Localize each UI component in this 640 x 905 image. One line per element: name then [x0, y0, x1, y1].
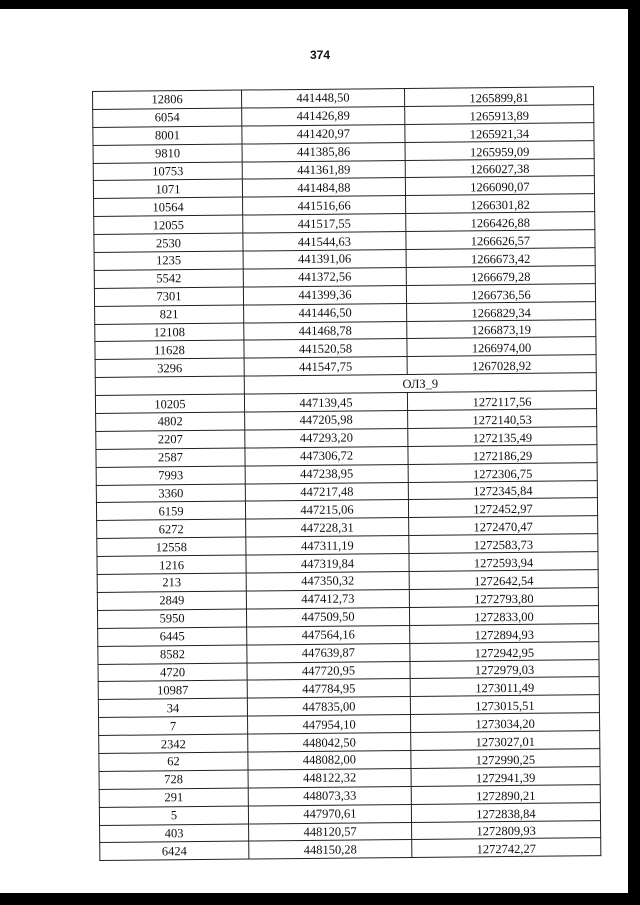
y-coordinate-cell: 1266626,57: [406, 230, 595, 250]
point-number-cell: 2342: [99, 734, 248, 753]
x-coordinate-cell: 441484,88: [242, 178, 405, 197]
x-coordinate-cell: 447564,16: [247, 625, 410, 644]
y-coordinate-cell: 1272642,54: [409, 570, 598, 590]
y-coordinate-cell: 1272583,73: [409, 534, 598, 554]
point-number-cell: 1071: [93, 180, 242, 199]
x-coordinate-cell: 447319,84: [246, 554, 409, 573]
point-number-cell: 12558: [97, 537, 246, 556]
y-coordinate-cell: 1266974,00: [407, 337, 596, 357]
x-coordinate-cell: 447205,98: [245, 411, 408, 430]
y-coordinate-cell: 1272306,75: [408, 462, 597, 482]
point-number-cell: 403: [100, 824, 249, 843]
x-coordinate-cell: 441520,58: [244, 339, 407, 358]
x-coordinate-cell: 447139,45: [244, 393, 407, 412]
y-coordinate-cell: 1272833,00: [409, 605, 598, 625]
point-number-cell: 3360: [96, 484, 245, 503]
x-coordinate-cell: 447217,48: [245, 482, 408, 501]
x-coordinate-cell: 447228,31: [246, 518, 409, 537]
point-number-cell: 291: [99, 788, 248, 807]
x-coordinate-cell: 441544,63: [243, 232, 406, 251]
x-coordinate-cell: 441517,55: [243, 214, 406, 233]
x-coordinate-cell: 447639,87: [247, 643, 410, 662]
x-coordinate-cell: 448150,28: [249, 840, 412, 859]
x-coordinate-cell: 447293,20: [245, 428, 408, 447]
y-coordinate-cell: 1266090,07: [405, 176, 594, 196]
y-coordinate-cell: 1272452,97: [408, 498, 597, 518]
x-coordinate-cell: 441446,50: [244, 303, 407, 322]
point-number-cell: 6445: [98, 627, 247, 646]
point-number-cell: 6159: [96, 502, 245, 521]
y-coordinate-cell: 1266679,28: [406, 266, 595, 286]
y-coordinate-cell: 1273011,49: [410, 677, 599, 697]
y-coordinate-cell: 1272990,25: [411, 749, 600, 769]
y-coordinate-cell: 1272941,39: [411, 766, 600, 786]
point-number-cell: 5950: [97, 609, 246, 628]
point-number-cell: 62: [99, 752, 248, 771]
point-number-cell: 34: [98, 698, 247, 717]
point-number-cell: 1235: [94, 251, 243, 270]
point-number-cell: 10753: [93, 162, 242, 181]
y-coordinate-cell: 1273015,51: [410, 695, 599, 715]
y-coordinate-cell: 1272809,93: [412, 820, 601, 840]
scan-border-top: [0, 0, 640, 9]
y-coordinate-cell: 1272186,29: [408, 444, 597, 464]
point-number-cell: 821: [95, 305, 244, 324]
x-coordinate-cell: 447350,32: [246, 572, 409, 591]
point-number-cell: 9810: [93, 144, 242, 163]
x-coordinate-cell: 441372,56: [243, 267, 406, 286]
y-coordinate-cell: 1266873,19: [407, 319, 596, 339]
x-coordinate-cell: 448082,00: [248, 750, 411, 769]
table-body-bottom: [95, 391, 600, 861]
point-number-cell: 5542: [94, 269, 243, 288]
point-number-cell: 8582: [98, 645, 247, 664]
y-coordinate-cell: 1272470,47: [409, 516, 598, 536]
y-coordinate-cell: 1272140,53: [408, 409, 597, 429]
point-number-cell: 12055: [94, 215, 243, 234]
x-coordinate-cell: 448073,33: [248, 786, 411, 805]
y-coordinate-cell: 1272979,03: [410, 659, 599, 679]
x-coordinate-cell: 441391,06: [243, 250, 406, 269]
y-coordinate-cell: 1267028,92: [407, 355, 596, 375]
x-coordinate-cell: 448122,32: [248, 768, 411, 787]
point-number-cell: 7993: [96, 466, 245, 485]
point-number-cell: 10564: [94, 197, 243, 216]
x-coordinate-cell: 441385,86: [242, 142, 405, 161]
y-coordinate-cell: 1272117,56: [407, 391, 596, 411]
point-number-cell: 6054: [93, 108, 242, 127]
x-coordinate-cell: 447311,19: [246, 536, 409, 555]
y-coordinate-cell: 1266027,38: [405, 158, 594, 178]
y-coordinate-cell: 1272894,93: [410, 623, 599, 643]
point-number-cell: 2207: [96, 430, 245, 449]
point-number-cell: 6424: [100, 841, 249, 860]
y-coordinate-cell: 1266301,82: [406, 194, 595, 214]
y-coordinate-cell: 1273027,01: [411, 731, 600, 751]
x-coordinate-cell: 447835,00: [247, 697, 410, 716]
y-coordinate-cell: 1273034,20: [411, 713, 600, 733]
x-coordinate-cell: 447215,06: [245, 500, 408, 519]
point-number-cell: 2530: [94, 233, 243, 252]
y-coordinate-cell: 1266673,42: [406, 248, 595, 268]
point-number-cell: 8001: [93, 126, 242, 145]
point-number-cell: 10205: [95, 394, 244, 413]
point-number-cell: 2849: [97, 591, 246, 610]
point-number-cell: 12108: [95, 323, 244, 342]
y-coordinate-cell: 1272135,49: [408, 427, 597, 447]
scan-border-right: [628, 0, 640, 905]
x-coordinate-cell: 441420,97: [242, 124, 405, 143]
x-coordinate-cell: 441426,89: [242, 106, 405, 125]
y-coordinate-cell: 1266736,56: [406, 283, 595, 303]
x-coordinate-cell: 447306,72: [245, 446, 408, 465]
x-coordinate-cell: 441516,66: [243, 196, 406, 215]
coordinates-table: [92, 86, 601, 861]
x-coordinate-cell: 441468,78: [244, 321, 407, 340]
y-coordinate-cell: 1266829,34: [407, 301, 596, 321]
point-number-cell: 4720: [98, 663, 247, 682]
point-number-cell: 1216: [97, 555, 246, 574]
y-coordinate-cell: 1272742,27: [412, 838, 601, 858]
y-coordinate-cell: 1272345,84: [408, 480, 597, 500]
x-coordinate-cell: 447238,95: [245, 464, 408, 483]
y-coordinate-cell: 1272793,80: [409, 588, 598, 608]
y-coordinate-cell: 1265959,09: [405, 140, 594, 160]
x-coordinate-cell: 447509,50: [246, 607, 409, 626]
point-number-cell: 7: [99, 716, 248, 735]
point-number-cell: 2587: [96, 448, 245, 467]
y-coordinate-cell: 1272942,95: [410, 641, 599, 661]
x-coordinate-cell: 447784,95: [247, 679, 410, 698]
x-coordinate-cell: 447970,61: [248, 804, 411, 823]
table-row: [100, 838, 601, 861]
y-coordinate-cell: 1265899,81: [404, 87, 593, 107]
point-number-cell: 213: [97, 573, 246, 592]
point-number-cell: 12806: [93, 90, 242, 109]
y-coordinate-cell: 1272593,94: [409, 552, 598, 572]
coordinates-table-wrapper: [92, 86, 601, 861]
x-coordinate-cell: 441361,89: [242, 160, 405, 179]
point-number-cell: 4802: [96, 412, 245, 431]
x-coordinate-cell: 448120,57: [249, 822, 412, 841]
point-number-cell: 6272: [97, 519, 246, 538]
point-number-cell: 5: [99, 806, 248, 825]
section-left-cell: [95, 376, 244, 395]
table-body-top: [93, 87, 597, 378]
x-coordinate-cell: 441399,36: [243, 285, 406, 304]
point-number-cell: 3296: [95, 358, 244, 377]
x-coordinate-cell: 447412,73: [246, 589, 409, 608]
section-label: ОЛЗ_9: [244, 373, 596, 394]
y-coordinate-cell: 1265913,89: [405, 105, 594, 125]
y-coordinate-cell: 1272838,84: [411, 802, 600, 822]
page-number: 374: [309, 48, 331, 62]
x-coordinate-cell: 441448,50: [241, 89, 404, 108]
y-coordinate-cell: 1272890,21: [411, 784, 600, 804]
point-number-cell: 7301: [94, 287, 243, 306]
x-coordinate-cell: 447720,95: [247, 661, 410, 680]
point-number-cell: 728: [99, 770, 248, 789]
y-coordinate-cell: 1265921,34: [405, 122, 594, 142]
x-coordinate-cell: 448042,50: [248, 733, 411, 752]
x-coordinate-cell: 447954,10: [248, 715, 411, 734]
point-number-cell: 10987: [98, 680, 247, 699]
y-coordinate-cell: 1266426,88: [406, 212, 595, 232]
point-number-cell: 11628: [95, 341, 244, 360]
x-coordinate-cell: 441547,75: [244, 357, 407, 376]
scan-border-bottom: [0, 893, 640, 905]
